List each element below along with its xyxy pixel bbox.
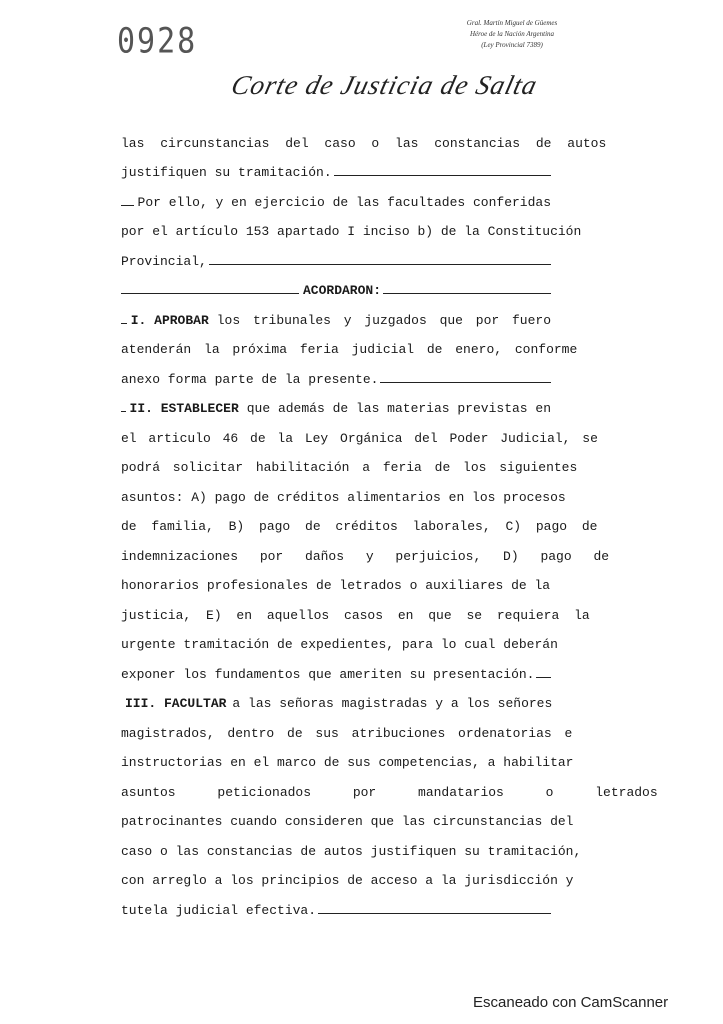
text-line xyxy=(121,269,551,299)
fill-line xyxy=(209,264,551,265)
heading-acordaron: ACORDARON: xyxy=(303,283,382,298)
lead-line xyxy=(121,293,299,294)
line-text: las circunstancias del caso o las constancias de autos xyxy=(121,135,607,151)
fill-line xyxy=(383,293,551,294)
motto-line: Gral. Martín Miguel de Güemes xyxy=(466,19,558,27)
text-line xyxy=(121,859,574,889)
text-line xyxy=(121,593,590,623)
text-line xyxy=(121,475,566,505)
line-text: honorarios profesionales de letrados o auxiliares de la xyxy=(121,578,551,593)
text-line xyxy=(121,564,551,594)
text-line xyxy=(121,741,574,771)
text-line xyxy=(121,298,551,328)
line-text: instructorias en el marco de sus competencias, a habilitar xyxy=(121,755,574,770)
text-line xyxy=(121,210,582,240)
text-line xyxy=(121,446,578,476)
text-line xyxy=(121,151,551,181)
article-label: I. APROBAR xyxy=(130,312,209,328)
text-line xyxy=(121,652,551,682)
page-number: 0928 xyxy=(117,21,198,62)
line-text: atenderán la próxima feria judicial de enero, conforme xyxy=(121,342,578,357)
line-text: podrá solicitar habilitación a feria de los siguientes xyxy=(121,460,578,475)
line-text: asuntos peticionados por mandatarios o letrados xyxy=(121,784,658,800)
document-body xyxy=(121,121,658,918)
line-text: Por ello, y en ejercicio de las facultades conferidas xyxy=(137,194,551,210)
line-text: asuntos: A) pago de créditos alimentarios en los procesos xyxy=(121,489,566,505)
text-line xyxy=(121,682,551,712)
text-line xyxy=(121,829,582,859)
lead-line xyxy=(121,323,127,324)
line-text: anexo forma parte de la presente. xyxy=(121,371,379,387)
text-line xyxy=(121,623,558,653)
line-text: indemnizaciones por daños y perjuicios, D) pago de xyxy=(121,548,610,564)
line-text: a las señoras magistradas y a los señores xyxy=(232,696,553,711)
article-label: II. ESTABLECER xyxy=(129,401,239,416)
lead-line xyxy=(121,205,134,206)
text-line xyxy=(121,387,551,417)
line-text: justicia, E) en aquellos casos en que se requiera la xyxy=(121,607,590,623)
text-line xyxy=(121,770,658,800)
text-line xyxy=(121,239,551,269)
line-text: caso o las constancias de autos justifiquen su tramitación, xyxy=(121,843,582,859)
article-label: III. FACULTAR xyxy=(125,696,227,711)
fill-line xyxy=(334,175,551,176)
text-line xyxy=(121,121,607,151)
fill-line xyxy=(380,382,551,383)
text-line xyxy=(121,416,598,446)
text-line xyxy=(121,711,573,741)
fill-line xyxy=(318,913,551,914)
line-text: patrocinantes cuando consideren que las circunstancias del xyxy=(121,814,574,829)
text-line xyxy=(121,357,551,387)
line-text: por el artículo 153 apartado I inciso b) de la Constitución xyxy=(121,224,582,239)
line-text: urgente tramitación de expedientes, para lo cual deberán xyxy=(121,637,558,652)
court-title: Corte de Justicia de Salta xyxy=(228,70,541,100)
lead-line xyxy=(121,411,126,412)
line-text: los tribunales y juzgados que por fuero xyxy=(216,312,551,328)
text-line xyxy=(121,180,551,210)
line-text: de familia, B) pago de créditos laborales, C) pago de xyxy=(121,519,598,534)
motto-block xyxy=(452,18,572,51)
text-line xyxy=(121,888,551,918)
line-text: el articulo 46 de la Ley Orgánica del Poder Judicial, se xyxy=(121,430,598,446)
line-text: justifiquen su tramitación. xyxy=(121,165,332,180)
scanner-watermark: Escaneado con CamScanner xyxy=(473,994,669,1011)
motto-line: (Ley Provincial 7389) xyxy=(481,41,543,49)
text-line xyxy=(121,800,574,830)
motto-line: Héroe de la Nación Argentina xyxy=(469,30,555,38)
line-text: Provincial, xyxy=(121,253,207,269)
line-text: con arreglo a los principios de acceso a la jurisdicción y xyxy=(121,873,574,888)
text-line xyxy=(121,534,610,564)
text-line xyxy=(121,505,598,535)
line-text: tutela judicial efectiva. xyxy=(121,902,317,918)
line-text: magistrados, dentro de sus atribuciones ordenatorias e xyxy=(121,725,573,741)
line-text: que además de las materias previstas en xyxy=(246,401,551,416)
fill-line xyxy=(536,677,551,678)
line-text: exponer los fundamentos que ameriten su presentación. xyxy=(121,666,535,682)
text-line xyxy=(121,328,578,358)
